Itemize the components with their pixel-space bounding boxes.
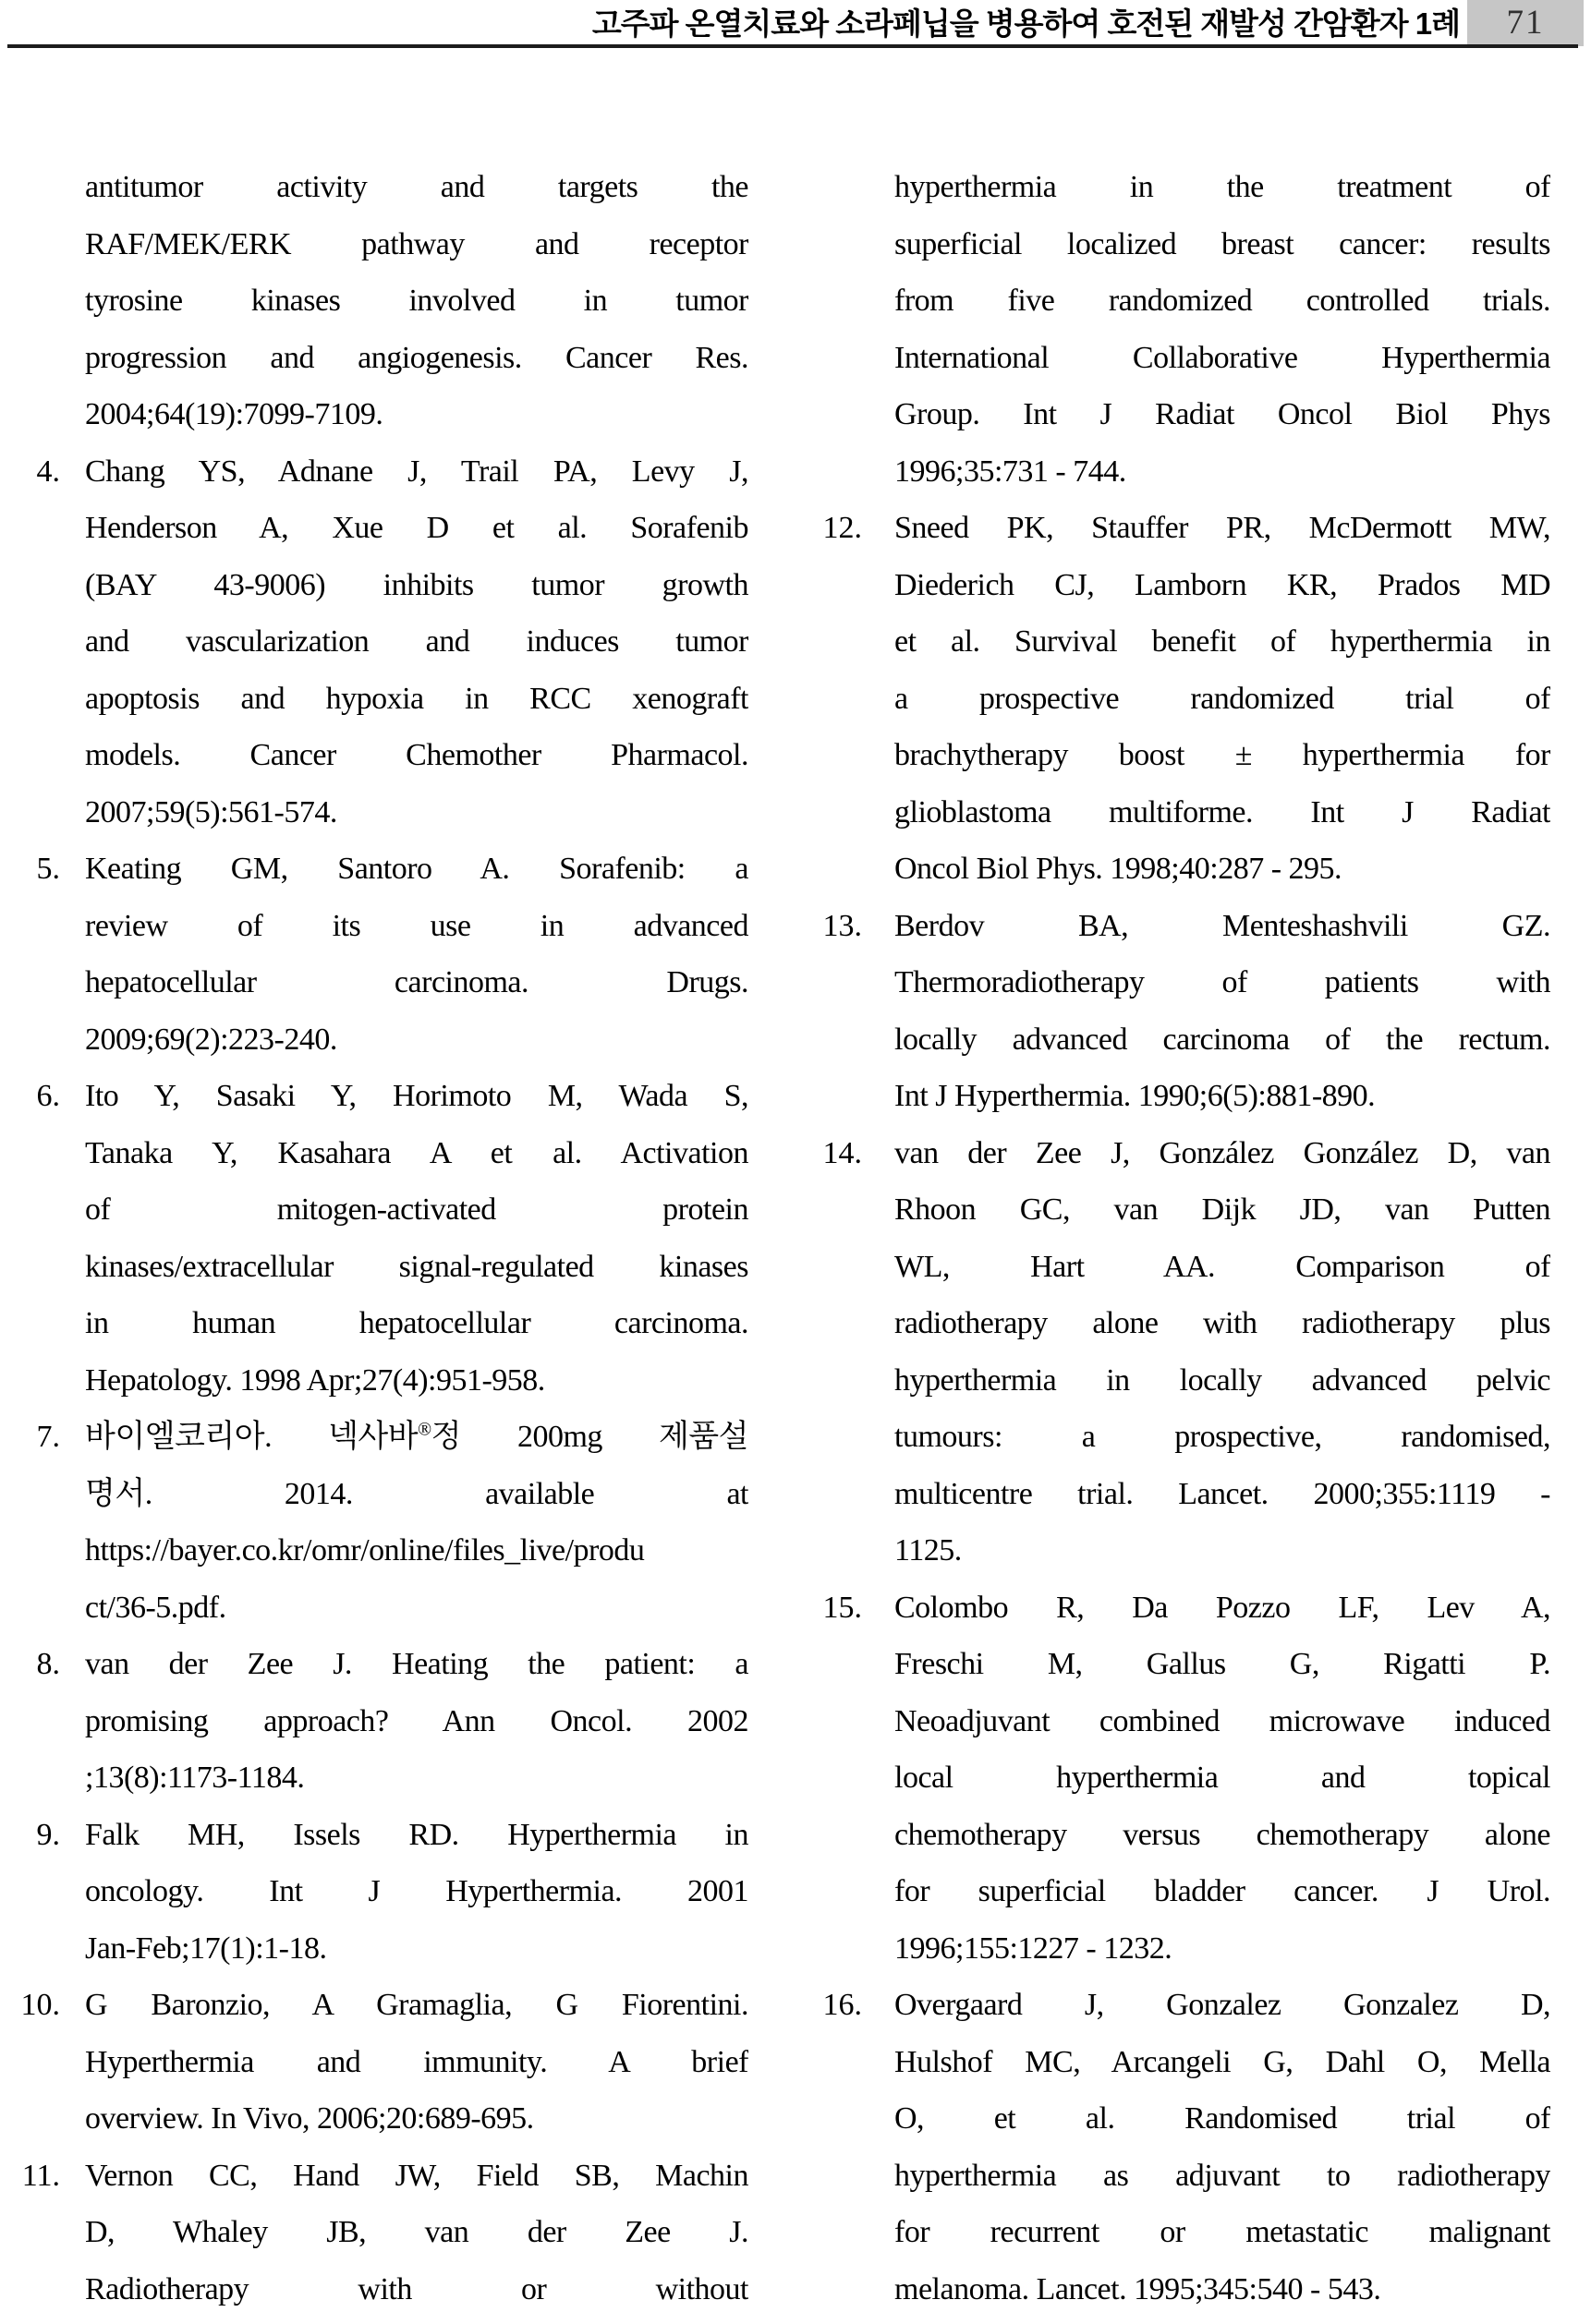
reference-number: 9. [36,1817,60,1852]
running-head [0,0,1591,52]
reference-line: locally advanced carcinoma of the rectum. [894,1022,1550,1057]
reference-number: 13. [822,908,862,943]
reference-number: 12. [822,511,862,545]
reference-line: chemotherapy versus chemotherapy alone [894,1817,1550,1852]
reference-line: Hepatology. 1998 Apr;27(4):951-958. [85,1362,545,1398]
reference-number: 7. [36,1420,60,1454]
reference-line: superficial localized breast cancer: results [894,226,1550,261]
reference-line: for superficial bladder cancer. J Urol. [894,1874,1550,1908]
reference-line: Falk MH, Issels RD. Hyperthermia in [85,1817,748,1852]
reference-line: ;13(8):1173-1184. [85,1761,305,1795]
reference-line: Vernon CC, Hand JW, Field SB, Machin [85,2158,748,2193]
reference-line: antitumor activity and targets the [85,170,748,204]
reference-line: WL, Hart AA. Comparison of [894,1249,1550,1284]
reference-line: Colombo R, Da Pozzo LF, Lev A, [894,1590,1550,1625]
reference-line: Int J Hyperthermia. 1990;6(5):881-890. [894,1079,1376,1113]
reference-line: hyperthermia in the treatment of [894,170,1550,204]
reference-line: of mitogen-activated protein [85,1192,748,1227]
reference-line: van der Zee J. Heating the patient: a [85,1647,748,1681]
reference-line: Group. Int J Radiat Oncol Biol Phys [894,397,1550,431]
reference-line: models. Cancer Chemother Pharmacol. [85,738,748,772]
reference-number: 16. [822,1988,862,2022]
reference-number: 6. [36,1079,60,1113]
reference-item [20,841,748,1068]
reference-line: apoptosis and hypoxia in RCC xenograft [85,681,748,716]
reference-number: 8. [36,1647,60,1681]
reference-line: 1125. [894,1533,962,1567]
reference-line: van der Zee J, González González D, van [894,1135,1550,1170]
reference-line: 1996;155:1227 - 1232. [894,1931,1172,1966]
header-rule [7,44,1578,48]
page-number: 71 [1506,4,1545,42]
reference-item [20,1977,748,2148]
reference-item [822,1580,1550,1978]
reference-line: 1996;35:731 - 744. [894,454,1126,489]
reference-item [822,159,1550,500]
reference-line: International Collaborative Hyperthermia [894,340,1550,375]
reference-line: 명서. 2014. available at [85,1476,748,1511]
reference-line: oncology. Int J Hyperthermia. 2001 [85,1874,748,1908]
references-column-right [822,159,1550,2318]
reference-item [20,1636,748,1807]
reference-line: O, et al. Randomised trial of [894,2101,1550,2136]
reference-line: Berdov BA, Menteshashvili GZ. [894,908,1550,943]
reference-line: Thermoradiotherapy of patients with [894,965,1550,999]
reference-line: progression and angiogenesis. Cancer Res. [85,340,748,375]
reference-line: Freschi M, Gallus G, Rigatti P. [894,1647,1550,1681]
reference-number: 15. [822,1590,862,1625]
reference-number: 4. [36,454,60,489]
reference-number: 11. [21,2158,60,2193]
reference-line: Henderson A, Xue D et al. Sorafenib [85,511,748,545]
reference-line: Diederich CJ, Lamborn KR, Prados MD [894,567,1550,602]
reference-line: G Baronzio, A Gramaglia, G Fiorentini. [85,1988,748,2022]
reference-line: ct/36-5.pdf. [85,1590,226,1625]
reference-line: kinases/extracellular signal-regulated kinases [85,1249,748,1284]
reference-line: 2009;69(2):223-240. [85,1022,337,1057]
reference-number: 14. [822,1135,862,1170]
reference-line: Rhoon GC, van Dijk JD, van Putten [894,1192,1550,1227]
reference-line: for recurrent or metastatic malignant [894,2215,1550,2249]
reference-line: Oncol Biol Phys. 1998;40:287 - 295. [894,852,1342,886]
reference-line: overview. In Vivo, 2006;20:689-695. [85,2101,534,2136]
reference-line: https://bayer.co.kr/omr/online/files_live/produ [85,1533,645,1567]
reference-item [822,1125,1550,1580]
paper-title: 고주파 온열치료와 소라페닙을 병용하여 호전된 재발성 간암환자 1례 [591,6,1460,41]
reference-line: hyperthermia in locally advanced pelvic [894,1362,1550,1398]
reference-item [20,2148,748,2318]
references-column-left [20,159,748,2318]
reference-line: et al. Survival benefit of hyperthermia in [894,624,1550,659]
reference-line: local hyperthermia and topical [894,1761,1550,1795]
reference-line: hyperthermia as adjuvant to radiotherapy [894,2158,1550,2193]
reference-line: melanoma. Lancet. 1995;345:540 - 543. [894,2271,1381,2306]
reference-line: multicentre trial. Lancet. 2000;355:1119 - [894,1476,1550,1511]
reference-line: glioblastoma multiforme. Int J Radiat [894,794,1550,829]
reference-line: Hyperthermia and immunity. A brief [85,2044,748,2079]
reference-line: D, Whaley JB, van der Zee J. [85,2215,748,2249]
reference-line: Chang YS, Adnane J, Trail PA, Levy J, [85,454,748,489]
reference-line: tumours: a prospective, randomised, [894,1420,1550,1454]
reference-line: Sneed PK, Stauffer PR, McDermott MW, [894,511,1550,545]
reference-number: 10. [20,1988,60,2022]
page-number-box [1467,0,1584,46]
reference-line: (BAY 43-9006) inhibits tumor growth [85,567,748,602]
reference-line: and vascularization and induces tumor [85,624,748,659]
reference-item [822,1977,1550,2318]
reference-line: from five randomized controlled trials. [894,284,1550,318]
reference-line: Tanaka Y, Kasahara A et al. Activation [85,1135,748,1170]
reference-item [822,500,1550,898]
reference-line: Neoadjuvant combined microwave induced [894,1703,1550,1738]
reference-line: 바이엘코리아. 넥사바®정 200mg 제품설 [85,1419,748,1454]
reference-line: a prospective randomized trial of [894,681,1550,716]
reference-line: Ito Y, Sasaki Y, Horimoto M, Wada S, [85,1079,748,1113]
reference-item [20,159,748,443]
reference-item [822,898,1550,1125]
reference-line: Hulshof MC, Arcangeli G, Dahl O, Mella [894,2044,1550,2079]
reference-number: 5. [36,852,60,886]
reference-line: review of its use in advanced [85,908,748,943]
reference-line: RAF/MEK/ERK pathway and receptor [85,226,748,261]
reference-item [20,1409,748,1636]
reference-item [20,1068,748,1409]
reference-line: Keating GM, Santoro A. Sorafenib: a [85,852,748,886]
reference-line: Jan-Feb;17(1):1-18. [85,1931,327,1966]
reference-item [20,443,748,841]
reference-line: promising approach? Ann Oncol. 2002 [85,1703,748,1738]
reference-line: 2007;59(5):561-574. [85,794,337,829]
reference-line: radiotherapy alone with radiotherapy plus [894,1306,1550,1340]
reference-line: brachytherapy boost ± hyperthermia for [894,738,1550,772]
reference-line: Overgaard J, Gonzalez Gonzalez D, [894,1988,1550,2022]
reference-line: Radiotherapy with or without [85,2271,748,2306]
reference-line: in human hepatocellular carcinoma. [85,1306,748,1340]
reference-item [20,1807,748,1978]
reference-line: hepatocellular carcinoma. Drugs. [85,965,748,999]
reference-line: tyrosine kinases involved in tumor [85,284,748,318]
reference-line: 2004;64(19):7099-7109. [85,397,383,431]
